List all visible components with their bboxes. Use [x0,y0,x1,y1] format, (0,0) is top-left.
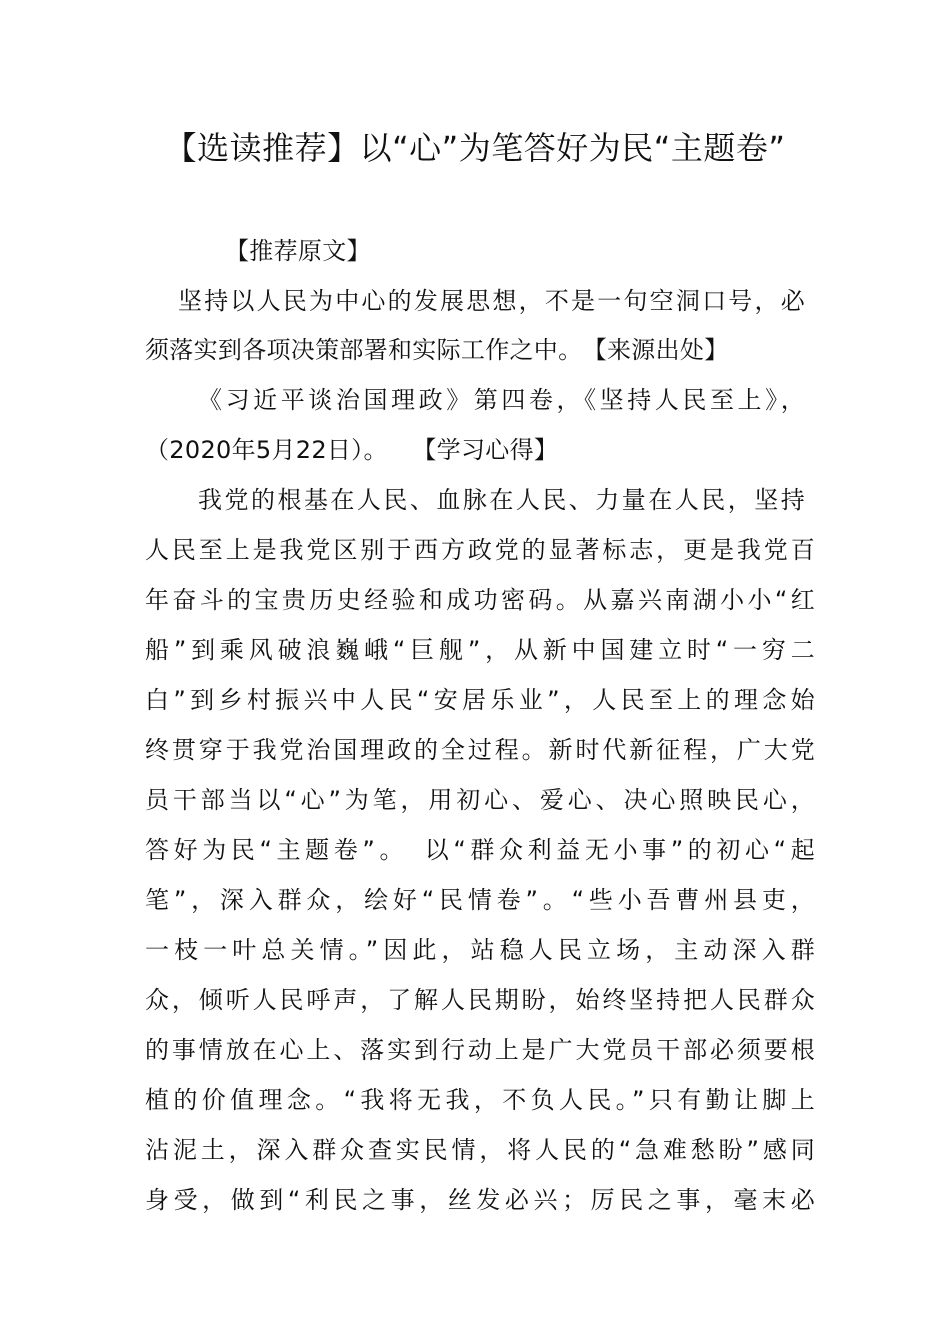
paragraph-line: 答好为民“主题卷”。 以“群众利益无小事”的初心“起 [145,836,815,864]
paragraph-line: 笔”，深入群众，绘好“民情卷”。“些小吾曹州县吏， [145,886,815,914]
section-label-recommended-text: 【推荐原文】 [225,237,371,265]
paragraph-line: 船”到乘风破浪巍峨“巨舰”，从新中国建立时“一穷二 [145,636,815,664]
paragraph-line: 植的价值理念。“我将无我，不负人民。”只有勤让脚上 [145,1086,815,1114]
paragraph-line: 的事情放在心上、落实到行动上是广大党员干部必须要根 [145,1036,815,1064]
paragraph-line: 年奋斗的宝贵历史经验和成功密码。从嘉兴南湖小小“红 [145,586,815,614]
paragraph-line: 终贯穿于我党治国理政的全过程。新时代新征程，广大党 [145,736,815,764]
paragraph-line: 白”到乡村振兴中人民“安居乐业”，人民至上的理念始 [145,686,815,714]
paragraph-line: 身受，做到“利民之事，丝发必兴；厉民之事，毫末必 [145,1186,815,1214]
document-title: 【选读推荐】以“心”为笔答好为民“主题卷” [164,129,786,167]
paragraph-line: 我党的根基在人民、血脉在人民、力量在人民，坚持 [198,486,805,514]
paragraph-line: 坚持以人民为中心的发展思想，不是一句空洞口号，必 [178,287,805,315]
paragraph-line: 一枝一叶总关情。”因此，站稳人民立场，主动深入群 [145,936,815,964]
paragraph-line: 人民至上是我党区别于西方政党的显著标志，更是我党百 [145,536,815,564]
paragraph-line: 众，倾听人民呼声，了解人民期盼，始终坚持把人民群众 [145,986,815,1014]
paragraph-line: 《习近平谈治国理政》第四卷，《坚持人民至上》， [198,386,805,414]
paragraph-line: 员干部当以“心”为笔，用初心、爱心、决心照映民心， [145,786,815,814]
paragraph-line: （2020年5月22日）。 【学习心得】 [145,436,559,464]
paragraph-line: 须落实到各项决策部署和实际工作之中。 【来源出处】 [145,336,729,364]
paragraph-line: 沾泥土，深入群众查实民情，将人民的“急难愁盼”感同 [145,1136,815,1164]
